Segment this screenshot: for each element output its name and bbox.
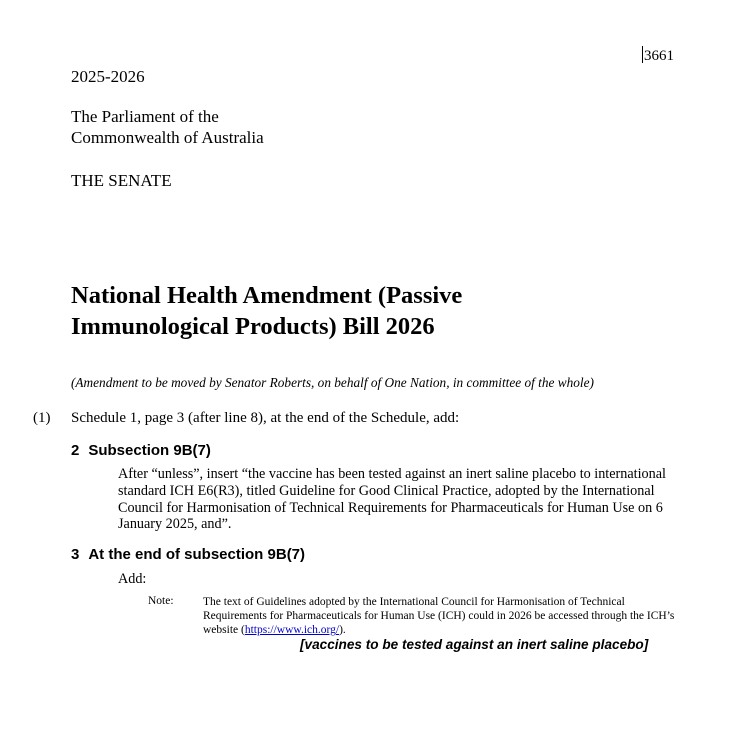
item-2-body: After “unless”, insert “the vaccine has been tested against an inert saline placebo to international standard ICH E6(R3), titled Guideline for Good Clinical Practice, adopted by the International Council for Harmonisation of Technical Requirements for Pharmaceuticals for Human Use on 6 January 2025, and”. <box>118 466 666 533</box>
amendment-instruction: Schedule 1, page 3 (after line 8), at the end of the Schedule, add: <box>71 410 460 426</box>
parliament-name <box>71 106 471 148</box>
note-label: Note: <box>148 595 174 607</box>
bill-title <box>71 280 591 342</box>
parliament-line-1: The Parliament of the <box>71 107 219 126</box>
parliament-line-2: Commonwealth of Australia <box>71 128 264 147</box>
chamber-name: THE SENATE <box>71 171 172 190</box>
item-heading-2 <box>71 442 211 459</box>
sheet-number-text: 3661 <box>644 48 674 64</box>
item-number-3: 3 <box>71 546 80 563</box>
item-heading-3-text: At the end of subsection 9B(7) <box>88 546 306 563</box>
amendment-number: (1) <box>33 410 51 426</box>
item-number-2: 2 <box>71 442 80 459</box>
sheet-number <box>642 46 674 65</box>
note-text <box>203 595 683 638</box>
bill-title-line-2: Immunological Products) Bill 2026 <box>71 313 435 340</box>
item-heading-2-text: Subsection 9B(7) <box>88 442 211 459</box>
item-heading-3 <box>71 546 305 563</box>
note-body: The text of Guidelines adopted by the International Council for Harmonisation of Technical Requirements for Pharmaceuticals for Human Use (ICH) could in 2026 be accessed through the ICH’s website ( <box>203 596 675 637</box>
mover-note: (Amendment to be moved by Senator Roberts, on behalf of One Nation, in committee of the whole) <box>71 375 594 390</box>
add-label: Add: <box>118 571 147 587</box>
bill-title-line-1: National Health Amendment (Passive <box>71 282 463 309</box>
ich-website-link[interactable]: https://www.ich.org/ <box>244 624 340 637</box>
text-cursor <box>642 46 643 63</box>
note-end: ). <box>339 624 346 637</box>
session-year: 2025-2026 <box>71 67 145 86</box>
tagline: [vaccines to be tested against an inert saline placebo] <box>300 637 649 652</box>
